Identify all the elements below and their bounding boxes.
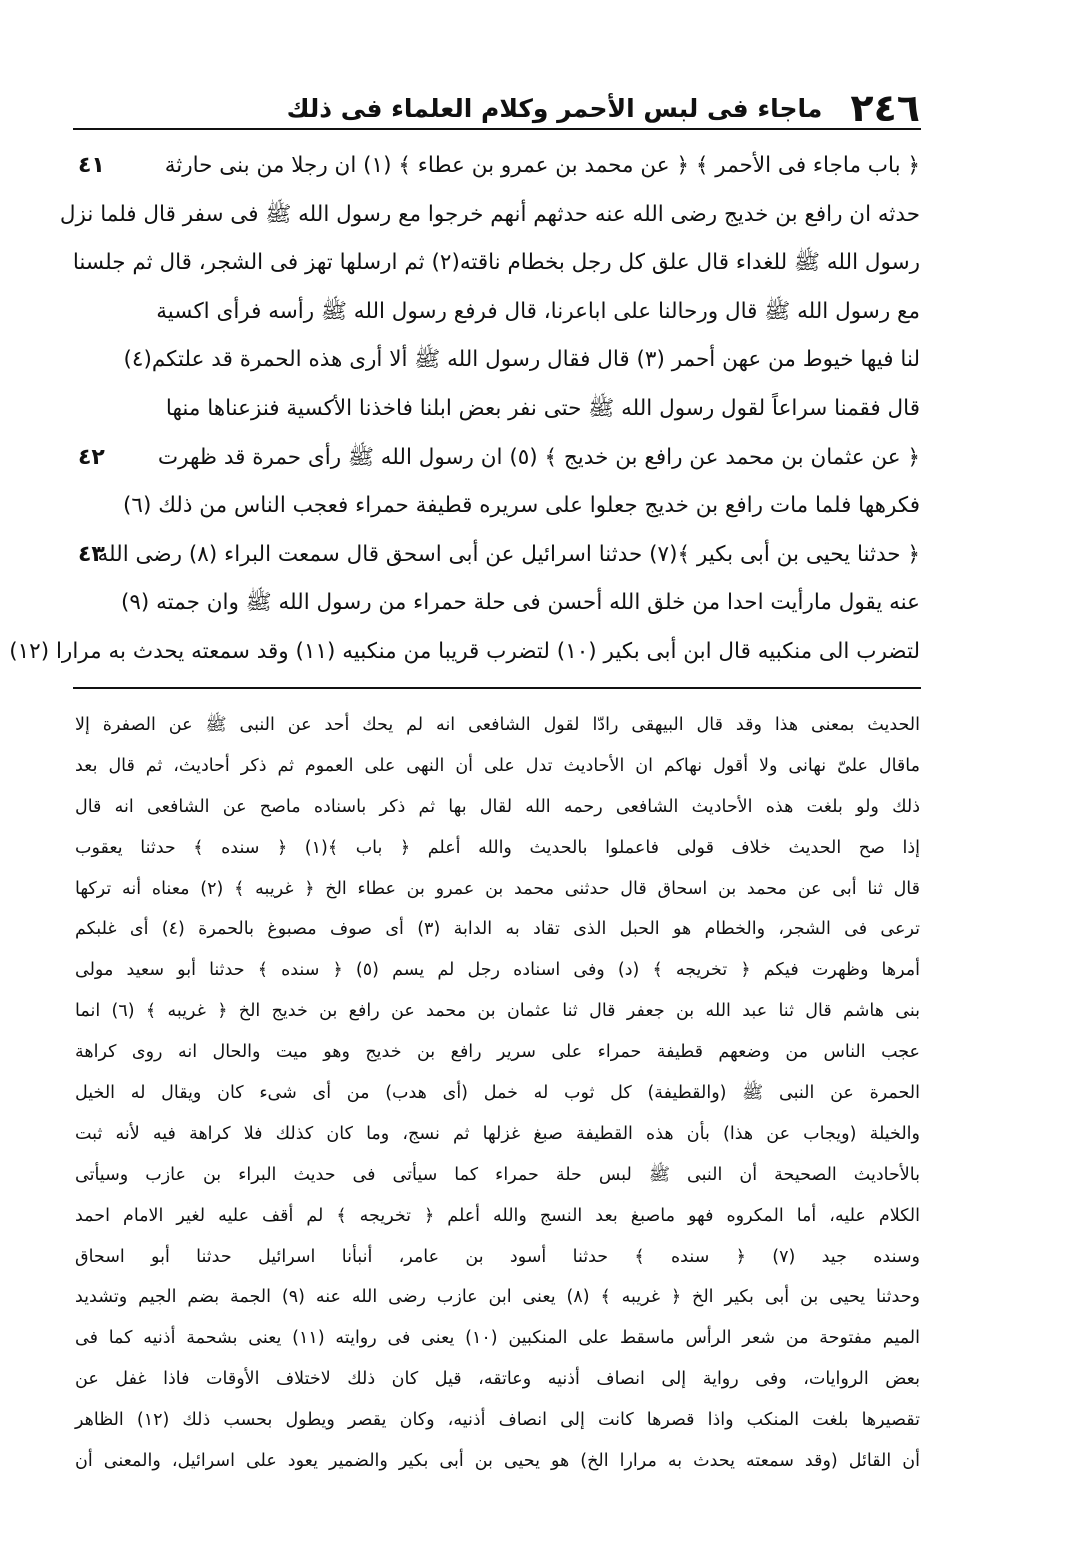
text-line: عنه يقول مارأيت احدا من خلق الله أحسن فى حلة حمراء من رسول الله ﷺ وان جمته (٩) bbox=[120, 590, 920, 616]
note-line: الكلام عليه، أما المكروه فهو ماصبغ بعد النسج والله أعلم ﴿ تخريجه ﴾ لم أقف عليه لغير الامام احمد bbox=[75, 1205, 920, 1226]
note-line: وسنده جيد (٧) ﴿ سنده ﴾ حدثنا أسود بن عامر، أنبأنا اسرائيل حدثنا أبو اسحاق bbox=[75, 1246, 920, 1267]
note-line: ذلك ولو بلغت هذه الأحاديث الشافعى رحمه الله لقال بها ثم ذكر باسناده ماصح عن الشافعى انه قال bbox=[75, 796, 920, 817]
note-line: بالأحاديث الصحيحة أن النبى ﷺ لبس حلة حمراء كما سيأتى فى حديث البراء بن عازب وسيأتى bbox=[75, 1164, 920, 1185]
hadith-number: ٤١ bbox=[78, 153, 105, 178]
text-line: مع رسول الله ﷺ قال ورحالنا على اباعرنا، قال فرفع رسول الله ﷺ رأسه فرأى اكسية bbox=[156, 298, 920, 324]
note-line: الميم مفتوحة من شعر الرأس ماسقط على المنكبين (١٠) يعنى فى روايته (١١) يعنى بشحمة أذنيه كما فى bbox=[75, 1328, 921, 1349]
note-line: ماقال علىّ نهانى ولا أقول نهاكم ان الأحاديث تدل على أن النهى على العموم ثم ذكر أحاديث، ثم قال بعد bbox=[75, 755, 920, 776]
note-line: وحدثنا يحيى بن أبى بكير الخ ﴿ غريبه ﴾ (٨) يعنى ابن عازب رضى الله عنه (٩) الجمة بضم الجيم وتشديد bbox=[75, 1287, 920, 1308]
note-line: والخيلة (ويجاب عن هذا) بأن هذه القطيفة صبغ غزلها ثم نسج، وما كان كذلك فلا كراهة فيه لأنه ثبت bbox=[75, 1123, 920, 1144]
note-line: تقصيرها بلغت المنكب واذا قصرها كانت إلى انصاف أذنيه، وكان يقصر ويطول بحسب ذلك (١٢) الظاهر bbox=[75, 1410, 920, 1431]
note-line: إذا صح الحديث خلاف قولى فاعملوا بالحديث والله أعلم ﴿ باب ﴾(١) ﴿ سنده ﴾ حدثنا يعقوب bbox=[75, 837, 920, 858]
text-line: ﴿ حدثنا يحيى بن أبى بكير ﴾(٧) حدثنا اسرائيل عن أبى اسحق قال سمعت البراء (٨) رضى الله bbox=[97, 541, 920, 567]
text-line: ﴿ باب ماجاء فى الأحمر ﴾ ﴿ عن محمد بن عمرو بن عطاء ﴾ (١) ان رجلا من بنى حارثة bbox=[164, 153, 920, 178]
text-line: فكرهها فلما مات رافع بن خديج جعلوا على سريره قطيفة حمراء فعجب الناس من ذلك (٦) bbox=[123, 493, 920, 519]
page-number: ٢٤٦ bbox=[850, 86, 920, 130]
footnotes bbox=[75, 705, 920, 1482]
page-header bbox=[286, 84, 920, 132]
text-line: قال فقمنا سراعاً لقول رسول الله ﷺ حتى نفر بعض ابلنا فاخذنا الأكسية فنزعناها منها bbox=[165, 395, 920, 421]
text-line: ﴿ عن عثمان بن محمد عن رافع بن خديج ﴾ (٥) ان رسول الله ﷺ رأى حمرة قد ظهرت bbox=[157, 444, 920, 470]
footnote-rule bbox=[73, 687, 921, 689]
hadith-number: ٤٢ bbox=[78, 444, 105, 470]
running-title: ماجاء فى لبس الأحمر وكلام العلماء فى ذلك bbox=[286, 93, 823, 123]
note-line: بعض الروايات، وفى رواية إلى انصاف أذنيه وعاتقه، قيل كان ذلك لاختلاف الأوقات فاذا غفل عن bbox=[75, 1369, 920, 1390]
note-line: بنى هاشم قال ثنا عبد الله بن جعفر قال ثنا عثمان بن محمد عن رافع بن خديج الخ ﴿ غريبه ﴾ (٦) انما bbox=[75, 1001, 920, 1022]
note-line: ترعى فى الشجر، والخطام هو الحبل الذى تقاد به الدابة (٣) أى صوف مصبوغ بالحمرة (٤) أى غلبكم bbox=[75, 919, 920, 940]
note-line: الحديث بمعنى هذا وقد قال البيهقى رادّا لقول الشافعى انه لم يحك أحد عن النبى ﷺ عن الصفرة إلا bbox=[75, 715, 920, 735]
text-line: حدثه ان رافع بن خديج رضى الله عنه حدثهم أنهم خرجوا مع رسول الله ﷺ فى سفر قال فلما نزل bbox=[59, 201, 920, 227]
text-line: لتضرب الى منكبيه قال ابن أبى بكير (١٠) لتضرب قريبا من منكبيه (١١) وقد سمعته يحدث به مرارا (١٢) bbox=[9, 638, 920, 664]
text-line: لنا فيها خيوط من عهن أحمر (٣) قال فقال رسول الله ﷺ ألا أرى هذه الحمرة قد علتكم(٤) bbox=[123, 347, 920, 373]
text-line: رسول الله ﷺ للغداء قال علق كل رجل بخطام ناقته(٢) ثم ارسلها تهز فى الشجر، قال ثم جلسنا bbox=[72, 250, 920, 276]
note-line: الحمرة عن النبى ﷺ (والقطيفة) كل ثوب له خمل (أى هدب) من أى شىء كان ويقال له الخيل bbox=[75, 1083, 920, 1104]
note-line: أمرها وظهرت فيكم ﴿ تخريجه ﴾ (د) وفى اسناده رجل لم يسم (٥) ﴿ سنده ﴾ حدثنا أبو سعيد مولى bbox=[75, 960, 920, 981]
note-line: قال ثنا أبى عن محمد بن اسحاق قال حدثنى محمد بن عمرو بن عطاء الخ ﴿ غريبه ﴾ (٢) معناه أنه تركها bbox=[75, 878, 921, 899]
note-line: عجب الناس من وضعهم قطيفة حمراء على سرير رافع بن خديج وهو ميت والحال انه روى كراهة bbox=[75, 1042, 920, 1063]
hadith-number: ٤٣ bbox=[78, 541, 105, 567]
note-line: أن القائل (وقد سمعته يحدث به مرارا الخ) هو يحيى بن أبى بكير والضمير يعود على اسرائيل، والمعنى أن bbox=[75, 1451, 920, 1472]
header-rule bbox=[73, 128, 921, 130]
